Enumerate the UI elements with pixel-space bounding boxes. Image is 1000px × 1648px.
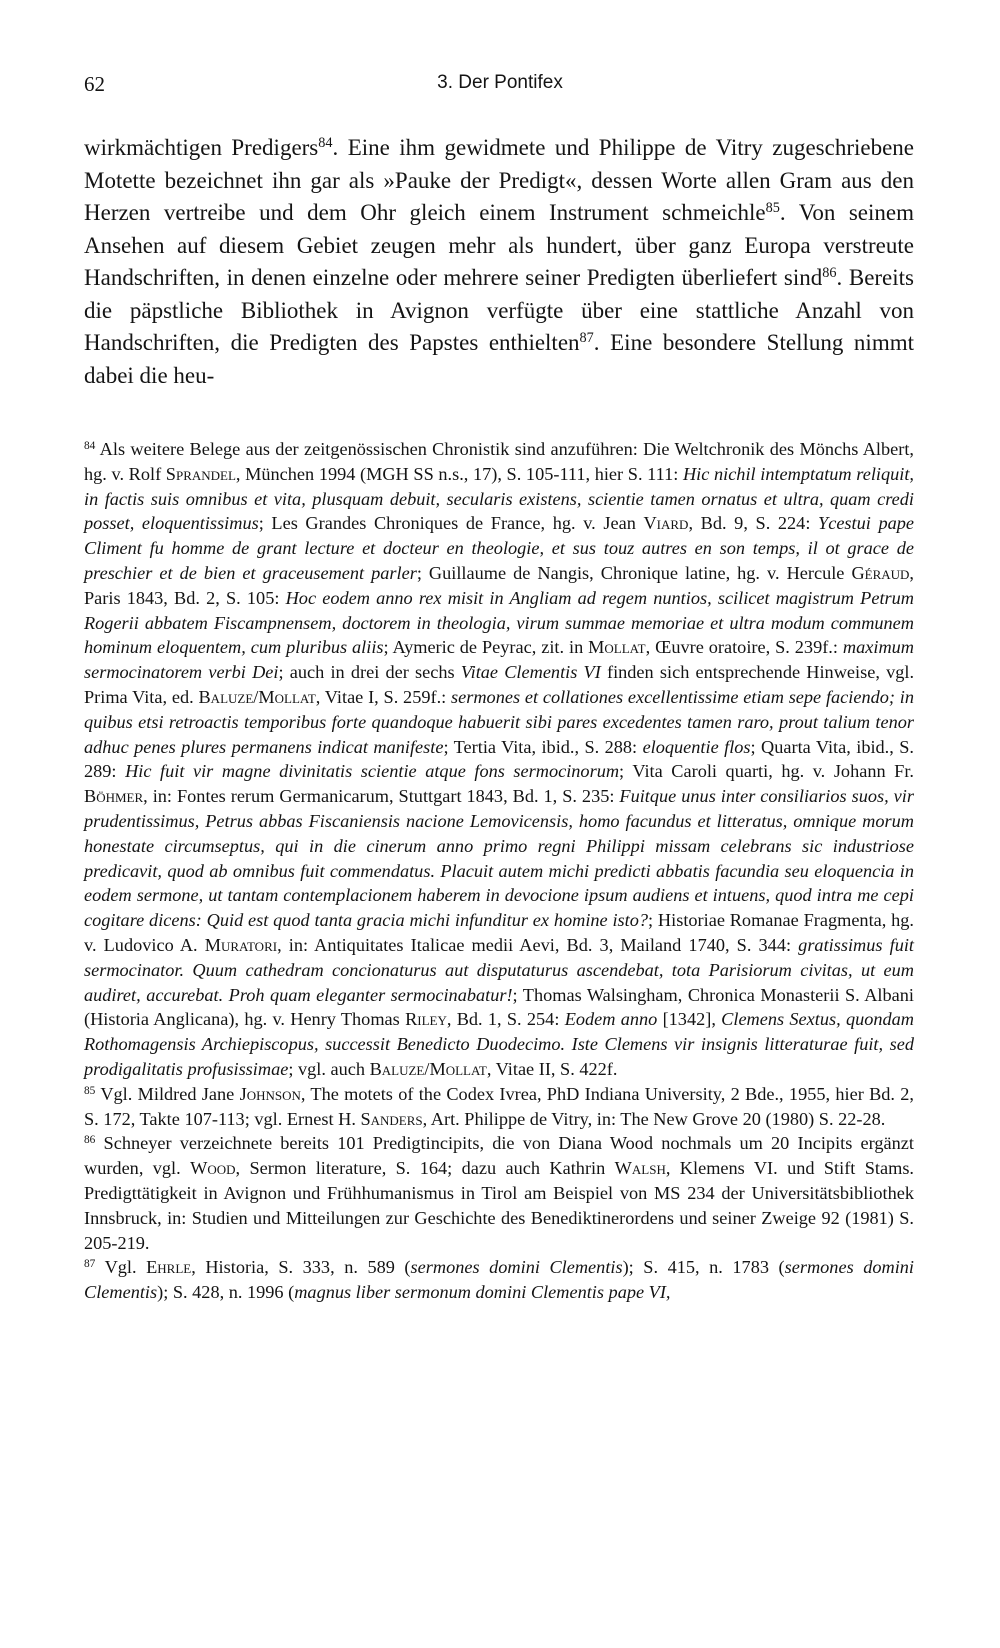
footnote-number: 86 [84,1134,96,1147]
body-paragraph: wirkmächtigen Predigers$^{84}$. Eine ihm gewidmete und Philippe de Vitry zugeschriebene Motette bezeichnet ihn gar als »Pauke der Predigt«, dessen Worte allen Gram aus den Herzen vertreibe und dem Ohr gleich einem Instrument schmeichle$^{85}$. Von seinem Ansehen auf diesem Gebiet zeugen mehr als hundert, über ganz Europa verstreute Handschriften, in denen einzelne oder mehrere seiner Predigten überliefert sind$^{86}$. Bereits die päpstliche Bibliothek in Avignon verfügte über eine stattliche Anzahl von Handschriften, die Predigten des Papstes enthielten$^{87}$. Eine besondere Stellung nimmt dabei die heu- [84,135,914,388]
footnote-ref-87: 87 [579,330,594,347]
footnote-ref-85: 85 [765,200,780,217]
footnote-ref-84: 84 [318,135,333,152]
footnote-number: 84 [84,439,96,452]
footnote-number: 85 [84,1084,96,1097]
main-text [84,132,914,392]
running-title: 3. Der Pontifex [437,72,563,93]
footnote-number: 87 [84,1258,96,1271]
footnote-86: $^{86}$ Schneyer verzeichnete bereits 101 Predigtincipits, die von Diana Wood nochmals um 20 Incipits ergänzt wurden, vgl. Wood, Sermon literature, S. 164; dazu auch Kathrin Walsh, Klemens VI. und Stift Stams. Predigttätigkeit in Avignon und Frühhumanismus in Tirol am Beispiel von MS 234 der Universitätsbibliothek Innsbruck, in: Studien und Mitteilungen zur Geschichte des Benediktinerordens und seiner Zweige 92 (1981) S. 205-219. [84,1133,915,1253]
footnotes [84,437,914,1305]
footnote-87: $^{87}$ Vgl. Ehrle, Historia, S. 333, n. 589 (sermones domini Clementis); S. 415, n. 1783 (sermones domini Clementis); S. 428, n. 1996 (magnus liber sermonum domini Clementis pape VI, [84,1257,915,1303]
footnote-84: $^{84}$ Als weitere Belege aus der zeitgenössischen Chronistik sind anzuführen: Die Weltchronik des Mönchs Albert, hg. v. Rolf Sprandel, München 1994 (MGH SS n.s., 17), S. 105-111, hier S. 111: Hic nichil intemptatum reliquit, in factis suis omnibus et vita, plusquam debuit, secularis existens, scientie tamen ornatus et ultra, quam credi posset, eloquentissimus; Les Grandes Chroniques de France, hg. v. Jean Viard, Bd. 9, S. 224: Ycestui pape Climent fu homme de grant lecture et docteur en theologie, et sus touz autres en son temps, il ot grace de preschier et de bien et graceusement parler; Guillaume de Nangis, Chronique latine, hg. v. Hercule Géraud, Paris 1843, Bd. 2, S. 105: Hoc eodem anno rex misit in Angliam ad regem nuntios, scilicet magistrum Petrum Rogerii abbatem Fiscampnensem, doctorem in theologia, virum summae memoriae et ultra modum communem hominum eloquentem, cum pluribus aliis; Aymeric de Peyrac, zit. in Mollat, Œuvre oratoire, S. 239f.: maximum sermocinatorem verbi Dei; auch in drei der sechs Vitae Clementis VI finden sich entsprechende Hinweise, vgl. Prima Vita, ed. Baluze/Mollat, Vitae I, S. 259f.: sermones et collationes excellentissime etiam sepe faciendo; in quibus etsi retroactis temporibus forte quandoque habuerit sibi pares excedentes tamen raro, prout talium tenor adhuc penes plures permanens indicat manifeste; Tertia Vita, ibid., S. 288: eloquentie flos; Quarta Vita, ibid., S. 289: Hic fuit vir magne divinitatis scientie atque fons sermocinorum; Vita Caroli quarti, hg. v. Johann Fr. Böhmer, in: Fontes rerum Germanicarum, Stuttgart 1843, Bd. 1, S. 235: Fuitque unus inter consiliarios suos, vir prudentissimus, Petrus abbas Fiscaniensis nacione Lemovicensis, homo facundus et litteratus, omnique morum honestate circumseptus, qui in die cinerum anno primo regni Philippi missam celebrans sic industriose predicavit, quod ab omnibus fuit commendatus. Placuit autem michi predicti abbatis facundia seu eloquencia in eodem sermone, ut tantam contemplacionem haberem in devocione ipsum audiens et intuens, quod intra me cepi cogitare dicens: Quid est quod tanta gracia michi infunditur ex homine isto?; Historiae Romanae Fragmenta, hg. v. Ludovico A. Muratori, in: Antiquitates Italicae medii Aevi, Bd. 3, Mailand 1740, S. 344: gratissimus fuit sermocinator. Quum cathedram concionaturus aut disputaturus ascendebat, tota Parisiorum civitas, ut eum audiret, accurebat. Proh quam eleganter sermocinabatur!; Thomas Walsingham, Chronica Monasterii S. Albani (Historia Anglicana), hg. v. Henry Thomas Riley, Bd. 1, S. 254: Eodem anno [1342], Clemens Sextus, quondam Rothomagensis Archiepiscopus, successit Benedicto Duodecimo. Iste Clemens vir insignis litteraturae fuit, sed prodigalitatis profusissimae; vgl. auch Baluze/Mollat, Vitae II, S. 422f. [84,439,915,1079]
footnote-85: $^{85}$ Vgl. Mildred Jane Johnson, The motets of the Codex Ivrea, PhD Indiana University, 2 Bde., 1955, hier Bd. 2, S. 172, Takte 107-113; vgl. Ernest H. Sanders, Art. Philippe de Vitry, in: The New Grove 20 (1980) S. 22-28. [84,1083,915,1129]
footnote-ref-86: 86 [822,265,837,282]
page-number: 62 [84,72,105,96]
